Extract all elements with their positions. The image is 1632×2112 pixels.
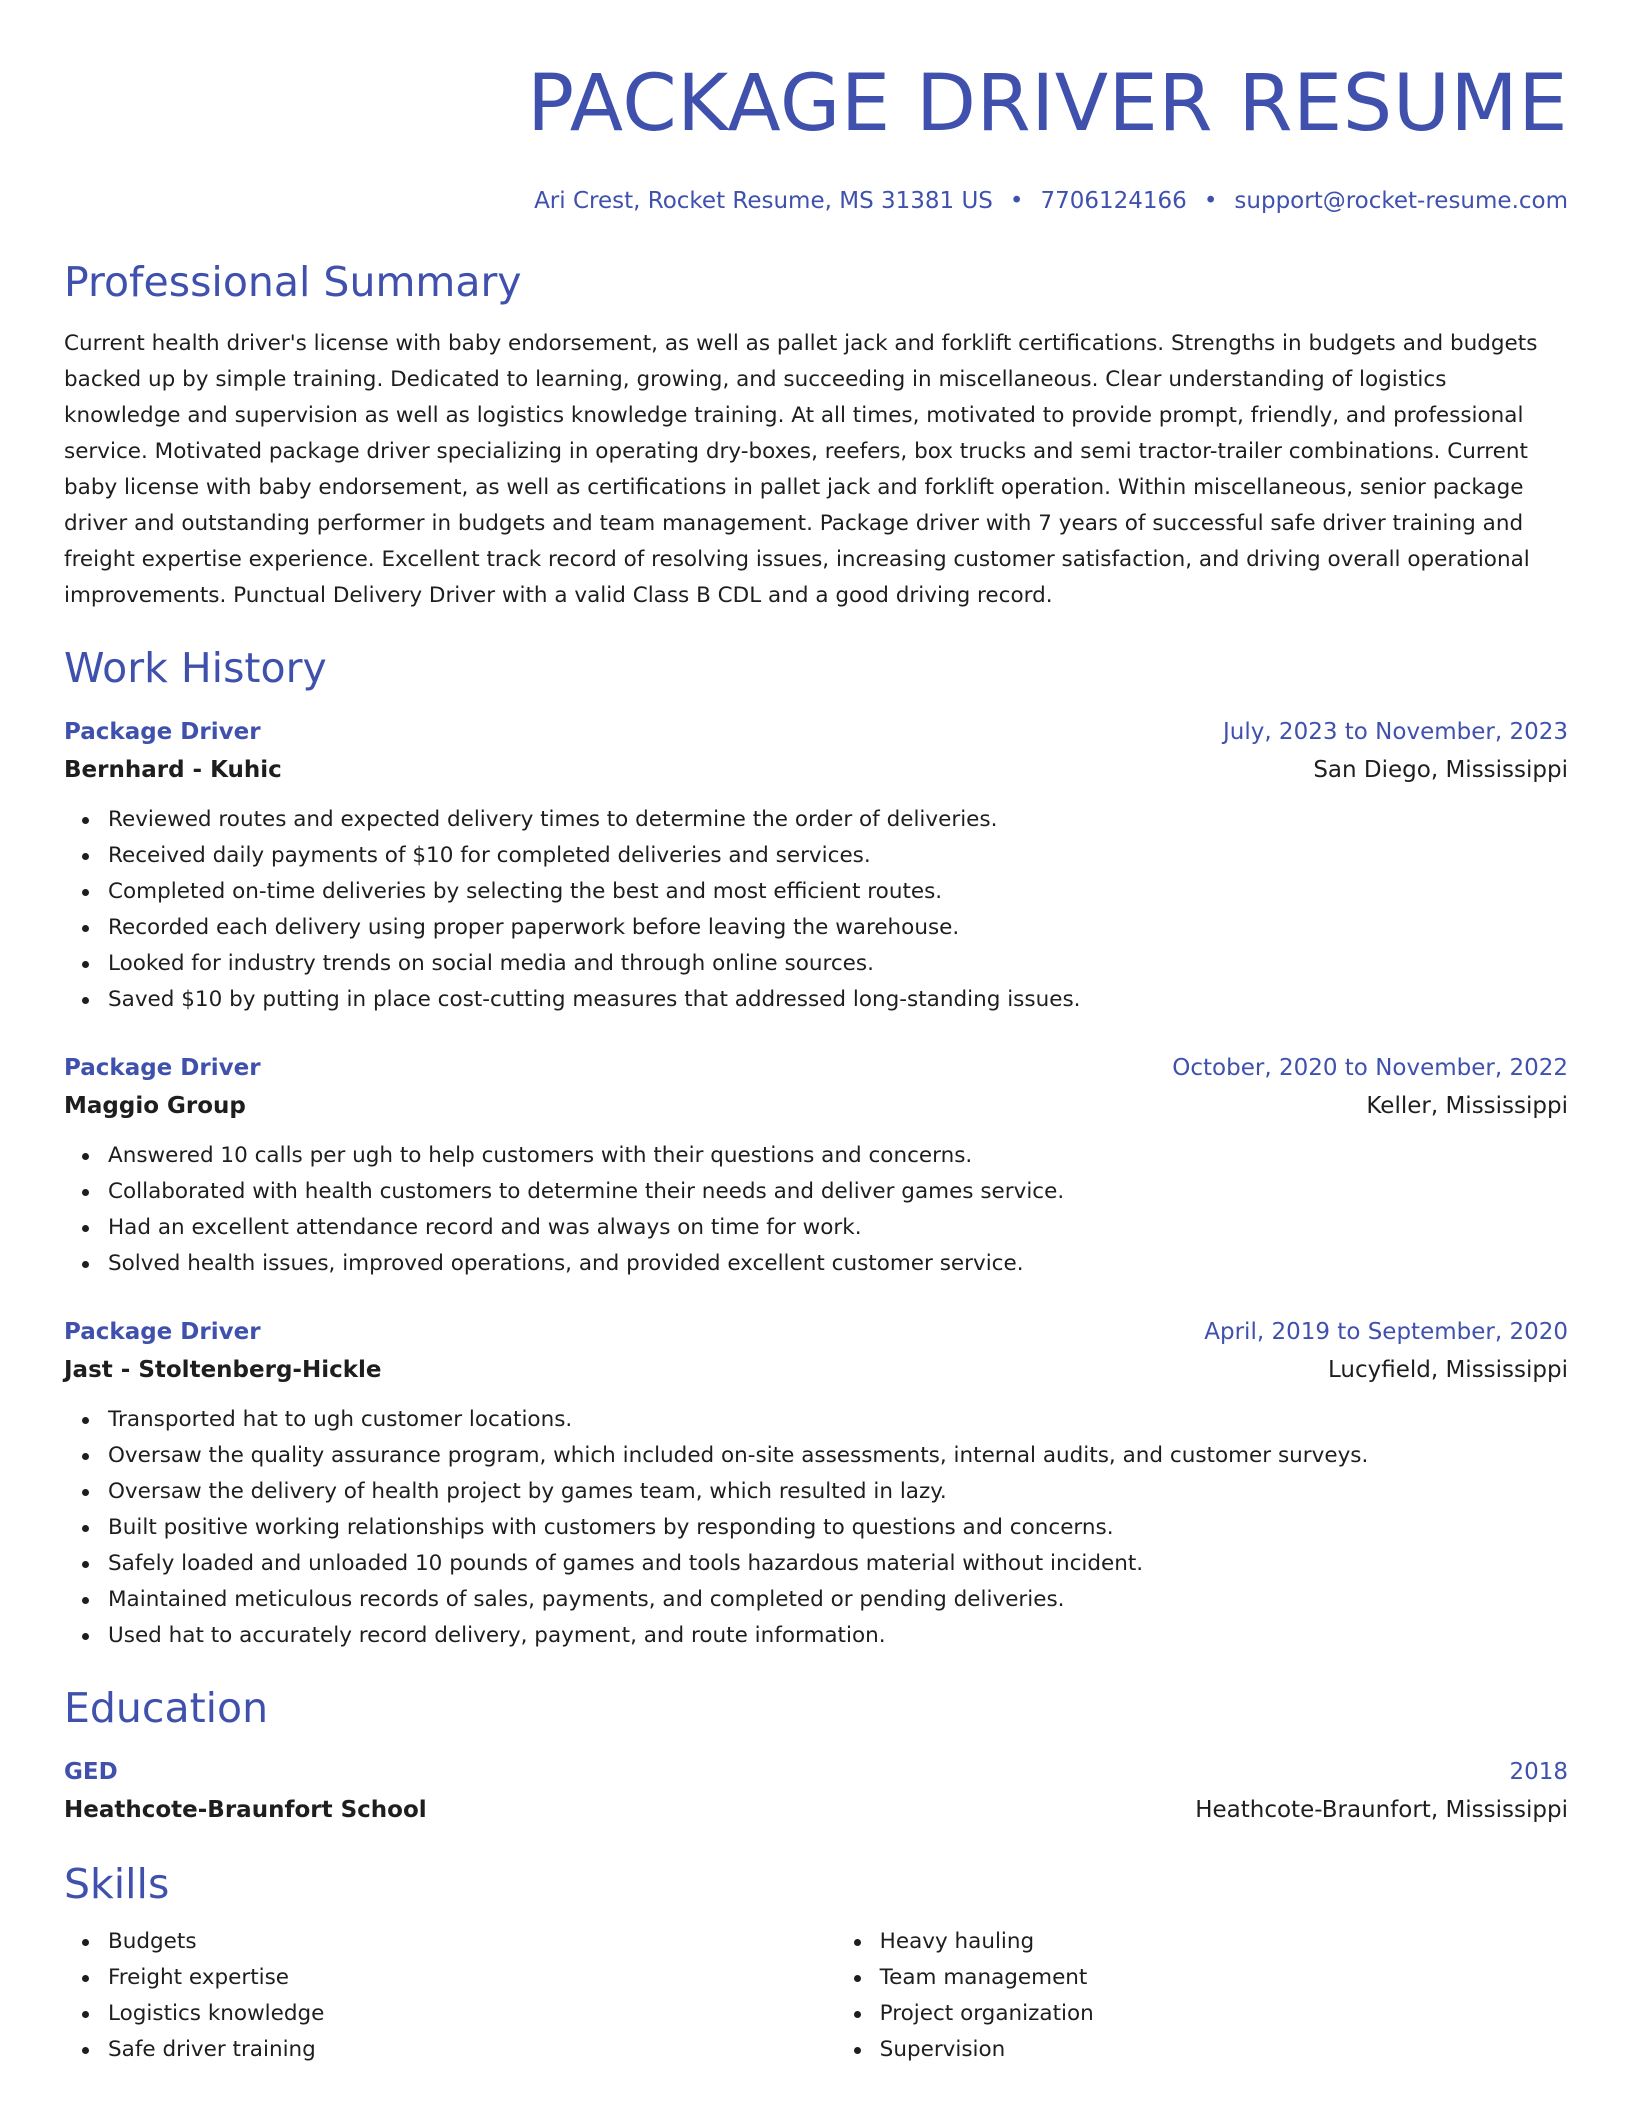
skill-item: Logistics knowledge xyxy=(108,1996,836,2032)
skill-item: Supervision xyxy=(880,2032,1568,2068)
job-entry xyxy=(64,714,1568,1018)
job-location: Lucyfield, Mississippi xyxy=(1327,1357,1568,1383)
contact-separator: • xyxy=(1203,188,1218,214)
resume-header xyxy=(64,56,1568,216)
job-bullet: Had an excellent attendance record and was always on time for work. xyxy=(108,1210,1568,1246)
education-entry xyxy=(64,1754,1568,1830)
job-bullet: Used hat to accurately record delivery, payment, and route information. xyxy=(108,1618,1568,1654)
contact-line xyxy=(64,186,1568,216)
job-location: San Diego, Mississippi xyxy=(1313,757,1568,783)
skills-column-left xyxy=(64,1924,836,2068)
job-company: Bernhard - Kuhic xyxy=(64,757,282,783)
job-bullet: Oversaw the delivery of health project by games team, which resulted in lazy. xyxy=(108,1474,1568,1510)
work-history-heading: Work History xyxy=(64,644,327,692)
job-bullet: Reviewed routes and expected delivery times to determine the order of deliveries. xyxy=(108,802,1568,838)
contact-phone: 7706124166 xyxy=(1040,188,1187,214)
education-degree: GED xyxy=(64,1759,118,1785)
education-heading: Education xyxy=(64,1684,269,1732)
skill-item: Budgets xyxy=(108,1924,836,1960)
job-bullet: Saved $10 by putting in place cost-cutting measures that addressed long-standing issues. xyxy=(108,982,1568,1018)
job-bullet: Solved health issues, improved operations, and provided excellent customer service. xyxy=(108,1246,1568,1282)
resume-title: PACKAGE DRIVER RESUME xyxy=(527,59,1568,149)
job-role: Package Driver xyxy=(64,719,261,745)
contact-email: support@rocket-resume.com xyxy=(1234,188,1568,214)
job-bullet: Received daily payments of $10 for completed deliveries and services. xyxy=(108,838,1568,874)
job-bullet: Maintained meticulous records of sales, payments, and completed or pending deliveries. xyxy=(108,1582,1568,1618)
education-school: Heathcote-Braunfort School xyxy=(64,1797,427,1823)
job-entry xyxy=(64,1050,1568,1282)
job-dates: October, 2020 to November, 2022 xyxy=(1172,1055,1568,1081)
job-bullets xyxy=(64,802,1568,1018)
job-bullet: Transported hat to ugh customer locations. xyxy=(108,1402,1568,1438)
skills-column-right xyxy=(836,1924,1568,2068)
skill-item: Project organization xyxy=(880,1996,1568,2032)
job-bullet: Looked for industry trends on social media and through online sources. xyxy=(108,946,1568,982)
job-company: Maggio Group xyxy=(64,1093,246,1119)
job-bullet: Oversaw the quality assurance program, which included on-site assessments, internal audits, and customer surveys. xyxy=(108,1438,1568,1474)
skill-item: Safe driver training xyxy=(108,2032,836,2068)
job-bullet: Answered 10 calls per ugh to help customers with their questions and concerns. xyxy=(108,1138,1568,1174)
job-location: Keller, Mississippi xyxy=(1366,1093,1568,1119)
job-bullet: Built positive working relationships with customers by responding to questions and concerns. xyxy=(108,1510,1568,1546)
job-bullets xyxy=(64,1138,1568,1282)
job-role: Package Driver xyxy=(64,1055,261,1081)
contact-separator: • xyxy=(1009,188,1024,214)
job-bullet: Recorded each delivery using proper paperwork before leaving the warehouse. xyxy=(108,910,1568,946)
skills-list xyxy=(64,1924,1568,2068)
job-bullet: Collaborated with health customers to determine their needs and deliver games service. xyxy=(108,1174,1568,1210)
job-dates: April, 2019 to September, 2020 xyxy=(1204,1319,1568,1345)
education-year: 2018 xyxy=(1509,1759,1568,1785)
job-role: Package Driver xyxy=(64,1319,261,1345)
job-bullet: Safely loaded and unloaded 10 pounds of games and tools hazardous material without incident. xyxy=(108,1546,1568,1582)
summary-heading: Professional Summary xyxy=(64,258,522,306)
contact-address: Ari Crest, Rocket Resume, MS 31381 US xyxy=(534,188,993,214)
skill-item: Freight expertise xyxy=(108,1960,836,1996)
job-dates: July, 2023 to November, 2023 xyxy=(1222,719,1568,745)
job-bullets xyxy=(64,1402,1568,1654)
skill-item: Heavy hauling xyxy=(880,1924,1568,1960)
skills-heading: Skills xyxy=(64,1860,170,1908)
job-company: Jast - Stoltenberg-Hickle xyxy=(64,1357,382,1383)
job-bullet: Completed on-time deliveries by selecting the best and most efficient routes. xyxy=(108,874,1568,910)
education-location: Heathcote-Braunfort, Mississippi xyxy=(1195,1797,1568,1823)
skill-item: Team management xyxy=(880,1960,1568,1996)
job-entry xyxy=(64,1314,1568,1654)
summary-text: Current health driver's license with baby endorsement, as well as pallet jack and forklift certifications. Strengths in budgets and budgets backed up by simple training. Dedicated to learning, growing, and succeeding in miscellaneous. Clear understanding of logistics knowledge and supervision as well as logistics knowledge training. At all times, motivated to provide prompt, friendly, and professional service. Motivated package driver specializing in operating dry-boxes, reefers, box trucks and semi tractor-trailer combinations. Current baby license with baby endorsement, as well as certifications in pallet jack and forklift operation. Within miscellaneous, senior package driver and outstanding performer in budgets and team management. Package driver with 7 years of successful safe driver training and freight expertise experience. Excellent track record of resolving issues, increasing customer satisfaction, and driving overall operational improvements. Punctual Delivery Driver with a valid Class B CDL and a good driving record. xyxy=(64,331,1538,608)
